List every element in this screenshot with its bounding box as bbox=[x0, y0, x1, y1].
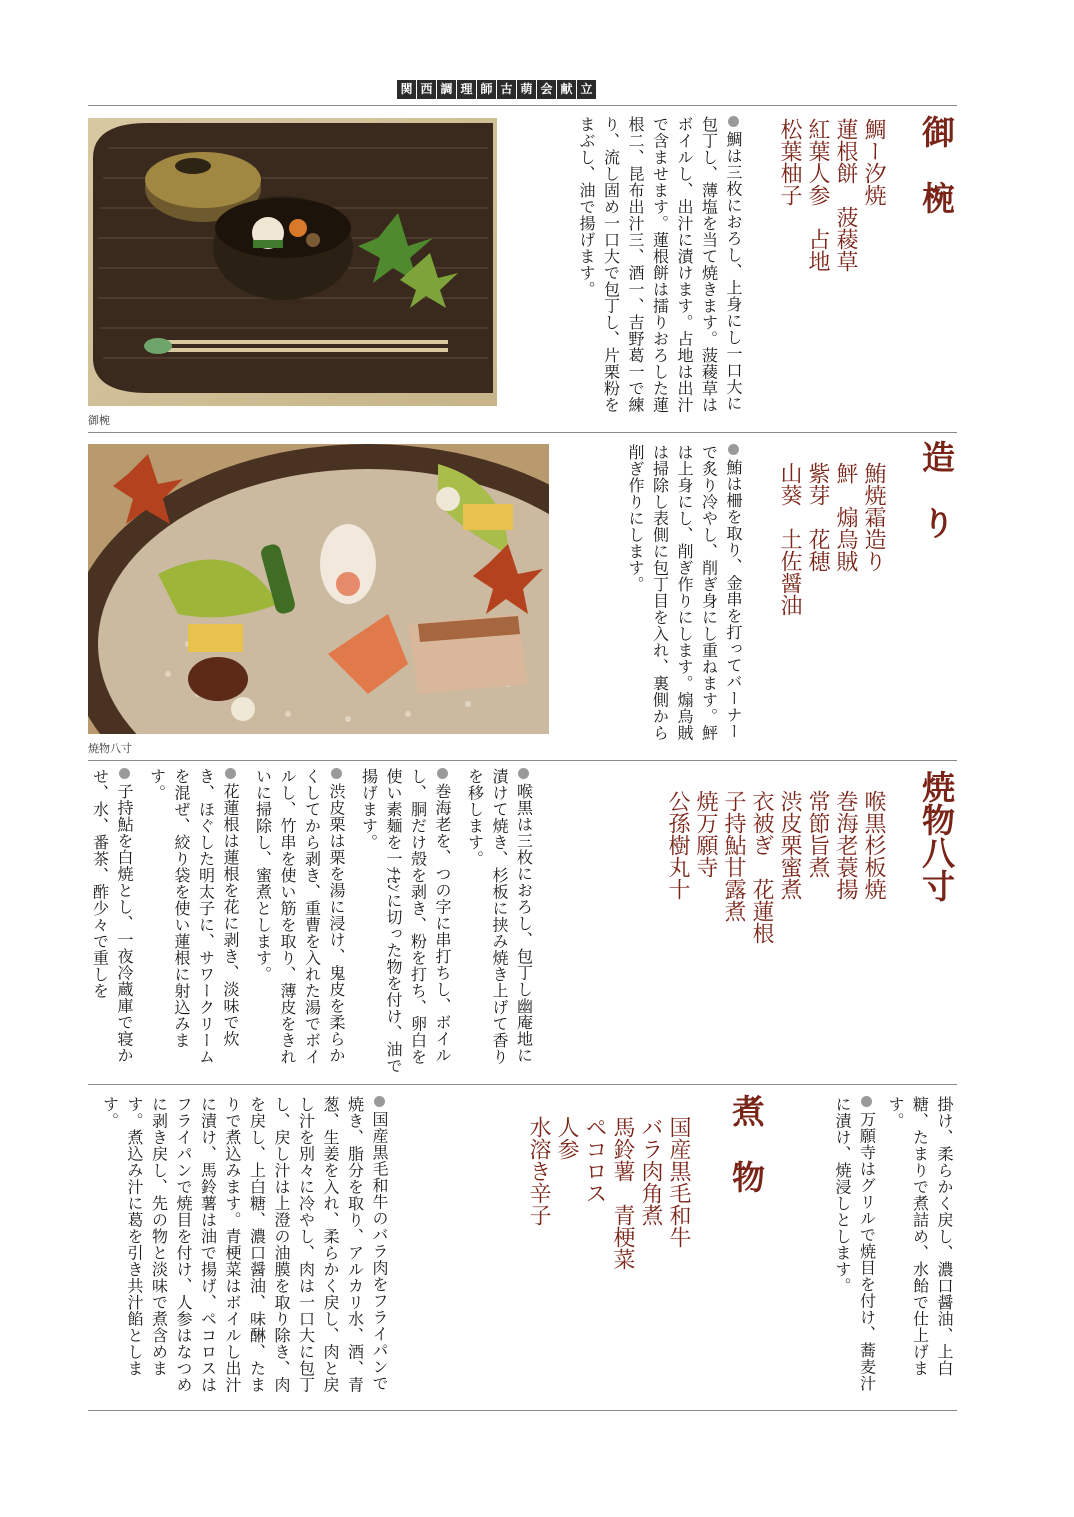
bullet-icon bbox=[225, 768, 236, 779]
owan-photo bbox=[88, 118, 497, 406]
recipe-paragraph bbox=[250, 768, 348, 1076]
tsukuri-photo bbox=[88, 444, 549, 734]
header-char: 調 bbox=[437, 80, 456, 99]
nimono-menu bbox=[523, 1116, 691, 1376]
yakimono-title: 焼物八寸 bbox=[917, 770, 956, 902]
recipe-paragraph bbox=[462, 768, 536, 1076]
tsukuri-caption: 焼物八寸 bbox=[88, 742, 132, 755]
menu-item: 子持鮎甘露煮 bbox=[721, 790, 746, 922]
recipe-text: 万願寺はグリルで焼目を付け、蕎麦汁に漬け、焼浸しとします。 bbox=[833, 1096, 877, 1392]
menu-item: 鮃 煽烏賊 bbox=[833, 462, 858, 572]
menu-item: 焼万願寺 bbox=[693, 790, 718, 878]
menu-item: 衣被ぎ 花蓮根 bbox=[749, 790, 774, 944]
recipe-text: 花蓮根は蓮根を花に剥き、淡味で炊き、ほぐした明太子に、サワークリームを混ぜ、絞り袋を使い蓮根に射込みます。 bbox=[147, 768, 240, 1065]
bullet-icon bbox=[518, 768, 529, 779]
menu-item: 国産黒毛和牛 bbox=[666, 1116, 691, 1248]
owan-menu bbox=[774, 118, 886, 378]
menu-item: 紫芽 花穂 bbox=[805, 462, 830, 572]
header-char: 関 bbox=[397, 80, 416, 99]
menu-item: 馬鈴薯 青梗菜 bbox=[610, 1116, 635, 1270]
menu-item: 人参 bbox=[554, 1116, 579, 1160]
header-char: 会 bbox=[537, 80, 556, 99]
menu-item: 巻海老蓑揚 bbox=[833, 790, 858, 900]
recipe-paragraph bbox=[883, 1096, 957, 1404]
recipe-paragraph bbox=[830, 1096, 879, 1404]
menu-item: バラ肉角煮 bbox=[638, 1116, 663, 1226]
recipe-paragraph bbox=[144, 768, 242, 1076]
menu-item: 山葵 土佐醤油 bbox=[777, 462, 802, 616]
divider bbox=[88, 105, 957, 106]
menu-item: 蓮根餅 菠薐草 bbox=[833, 118, 858, 272]
menu-item: 鯛ー汐焼 bbox=[861, 118, 886, 206]
header-char: 西 bbox=[417, 80, 436, 99]
header-char: 師 bbox=[477, 80, 496, 99]
recipe-paragraph bbox=[87, 768, 136, 1076]
bullet-icon bbox=[861, 1096, 872, 1107]
header-char: 古 bbox=[497, 80, 516, 99]
recipe-text: 巻海老を、つの字に串打ちし、ボイルし、胴だけ殻を剥き、粉を打ち、卵白を使い素麺を一ﾁｾﾝに切った物を付け、油で揚げます。 bbox=[359, 768, 452, 1075]
nimono-recipe bbox=[97, 1096, 391, 1404]
divider bbox=[88, 760, 957, 761]
owan-title: 御 椀 bbox=[917, 115, 956, 214]
tsukuri-menu bbox=[774, 462, 886, 722]
recipe-text: 喉黒は三枚におろし、包丁し幽庵地に漬けて焼き、杉板に挟み焼き上げて香りを移します。 bbox=[465, 768, 534, 1065]
menu-item: 水溶き辛子 bbox=[526, 1116, 551, 1226]
tsukuri-title: 造 り bbox=[917, 440, 956, 539]
bullet-icon bbox=[374, 1096, 385, 1107]
bullet-icon bbox=[331, 768, 342, 779]
header-char: 献 bbox=[557, 80, 576, 99]
bullet-icon bbox=[437, 768, 448, 779]
menu-item: 喉黒杉板焼 bbox=[861, 790, 886, 900]
menu-item: ペコロス bbox=[582, 1116, 607, 1204]
yakimono-menu bbox=[662, 790, 886, 1060]
menu-item: 渋皮栗蜜煮 bbox=[777, 790, 802, 900]
recipe-text: 渋皮栗は栗を湯に浸け、鬼皮を柔らかくしてから剥き、重曹を入れた湯でボイルし、竹串を使い筋を取り、薄皮をきれいに掃除し、蜜煮とします。 bbox=[253, 768, 346, 1065]
tsukuri-recipe-text: 鮪は柵を取り、金串を打ってバーナーで炙り冷やし、削ぎ身にし重ねます。鮃は上身にし、削ぎ作りにします。煽烏賊は掃除し表側に包丁目を入れ、裏側から削ぎ作りにします。 bbox=[626, 444, 743, 741]
recipe-text: 子持鮎を白焼とし、一夜冷蔵庫で寝かせ、水、番茶、酢少々で重しを bbox=[90, 768, 134, 1064]
yakimono-continuation bbox=[830, 1096, 957, 1404]
menu-item: 公孫樹丸十 bbox=[665, 790, 690, 900]
menu-item: 常節旨煮 bbox=[805, 790, 830, 878]
yakimono-recipe bbox=[87, 768, 536, 1076]
owan-recipe-text: 鯛は三枚におろし、上身にし一口大に包丁し、薄塩を当て焼きます。菠薐草はボイルし、出汁に漬けます。占地は出汁で含ませます。蓮根餅は擂りおろした蓮根二、昆布出汁三、酒一、吉野葛一で練り、流し固め一口大で包丁し、片栗粉をまぶし、油で揚げます。 bbox=[577, 116, 743, 413]
header-char: 立 bbox=[577, 80, 596, 99]
divider bbox=[88, 1084, 957, 1085]
recipe-text: 掛け、柔らかく戻し、濃口醤油、上白糖、たまりで煮詰め、水飴で仕上げます。 bbox=[886, 1096, 954, 1377]
divider bbox=[88, 1410, 957, 1411]
bullet-icon bbox=[728, 444, 739, 455]
header-char: 理 bbox=[457, 80, 476, 99]
nimono-recipe-text: 国産黒毛和牛のバラ肉をフライパンで焼き、脂分を取り、アルカリ水、酒、青葱、生姜を入れ、柔らかく戻し、肉と戻し汁を別々に冷やし、肉は一口大に包丁し、戻し汁は上澄の油膜を取り除き、肉を戻し、上白糖、濃口醤油、味醂、たまりで煮込みます。青梗菜はボイルし出汁に漬け、馬鈴薯は油で揚げ、ペコロスはフライパンで焼目を付け、人参はなつめに剥き戻し、先の物と淡味で煮含めます。煮込み汁に葛を引き共汁餡とします。 bbox=[100, 1096, 389, 1393]
menu-item: 紅葉人参 占地 bbox=[805, 118, 830, 272]
nimono-title: 煮 物 bbox=[727, 1094, 766, 1193]
bullet-icon bbox=[728, 116, 739, 127]
recipe-paragraph bbox=[356, 768, 454, 1076]
bullet-icon bbox=[119, 768, 130, 779]
owan-recipe bbox=[574, 116, 746, 424]
owan-caption: 御椀 bbox=[88, 414, 110, 427]
menu-item: 鮪焼霜造り bbox=[861, 462, 886, 572]
tsukuri-recipe bbox=[623, 444, 746, 752]
divider bbox=[88, 432, 957, 433]
menu-item: 松葉柚子 bbox=[777, 118, 802, 206]
header-band bbox=[397, 80, 597, 102]
header-char: 萌 bbox=[517, 80, 536, 99]
